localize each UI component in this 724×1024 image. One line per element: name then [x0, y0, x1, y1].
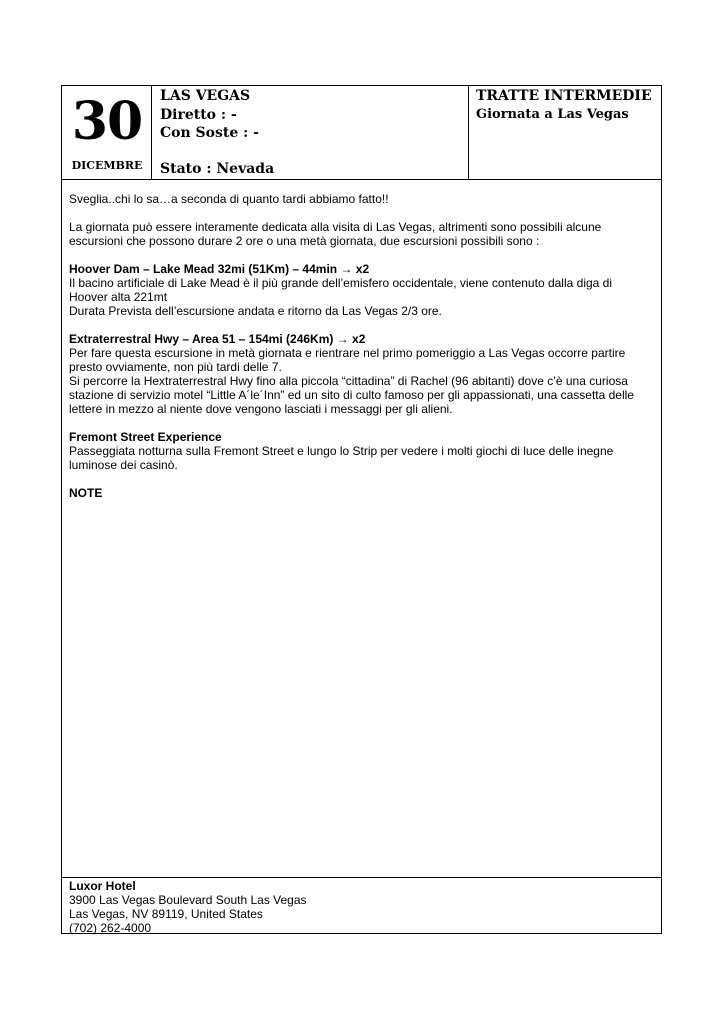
hoover-paragraph: [69, 262, 653, 318]
area51-line: lettere in mezzo al niente dove vengono lasciati i messaggi per gli alieni.: [69, 402, 453, 416]
notes-label: NOTE: [69, 486, 103, 500]
day-header: [62, 86, 661, 180]
route-with-stops: Con Soste : -: [160, 125, 259, 141]
hotel-phone: (702) 262-4000: [69, 921, 152, 935]
stretch-title: TRATTE INTERMEDIE: [476, 88, 652, 104]
overview-line: La giornata può essere interamente dedicata alla visita di Las Vegas, altrimenti sono possibili alcune: [69, 220, 602, 234]
area51-line: Per fare questa escursione in metà giornata e rientrare nel primo pomeriggio a Las Vegas occorre partire: [69, 346, 626, 360]
area51-paragraph: [69, 332, 653, 416]
area51-line: Si percorre la Hextraterrestral Hwy fino alla piccola “cittadina” di Rachel (96 abitanti) dove c’è una curiosa: [69, 374, 628, 388]
hotel-address-line: 3900 Las Vegas Boulevard South Las Vegas: [69, 893, 307, 907]
overview-paragraph: [69, 220, 653, 248]
hoover-line: Il bacino artificiale di Lake Mead è il più grande dell’emisfero occidentale, viene contenuto dalla diga di: [69, 276, 612, 290]
hotel-footer: [69, 879, 307, 935]
hoover-title: Hoover Dam – Lake Mead 32mi (51Km) – 44min → x2: [69, 262, 370, 276]
fremont-line: Passeggiata notturna sulla Fremont Street e lungo lo Strip per vedere i molti giochi di luce delle inegne: [69, 444, 614, 458]
itinerary-page: [61, 85, 662, 934]
hotel-name: Luxor Hotel: [69, 879, 136, 893]
body-text: [69, 192, 653, 514]
day-body: [62, 180, 661, 878]
intro-paragraph: [69, 192, 653, 206]
overview-line: escursioni che possono durare 2 ore o una metà giornata, due escursioni possibili sono :: [69, 234, 540, 248]
fremont-paragraph: [69, 430, 653, 472]
intro-text: Sveglia..chi lo sa…a seconda di quanto tardi abbiamo fatto!!: [69, 192, 389, 206]
stretch-description: Giornata a Las Vegas: [476, 107, 629, 122]
route-direct: Diretto : -: [160, 107, 237, 123]
route-state: Stato : Nevada: [160, 161, 275, 177]
hoover-line: Hoover alta 221mt: [69, 290, 168, 304]
fremont-title: Fremont Street Experience: [69, 430, 222, 444]
date-cell: [62, 86, 152, 179]
route-cell: [152, 86, 469, 179]
area51-line: stazione di servizio motel “Little A´le´Inn” ed un sito di culto famoso per gli appassionati, una cassetta delle: [69, 388, 634, 402]
area51-line: presto ovviamente, non più tardi delle 7.: [69, 360, 282, 374]
fremont-line: luminose dei casinò.: [69, 458, 178, 472]
hotel-address-line: Las Vegas, NV 89119, United States: [69, 907, 263, 921]
month-name: DICEMBRE: [71, 159, 143, 172]
hoover-line: Durata Prevista dell’escursione andata e ritorno da Las Vegas 2/3 ore.: [69, 304, 442, 318]
intermediate-stretches-cell: [469, 86, 661, 179]
notes-paragraph: [69, 486, 653, 500]
area51-title: Extraterrestral Hwy – Area 51 – 154mi (246Km) → x2: [69, 332, 366, 346]
route-title: LAS VEGAS: [160, 88, 251, 104]
day-number: 30: [71, 91, 143, 152]
